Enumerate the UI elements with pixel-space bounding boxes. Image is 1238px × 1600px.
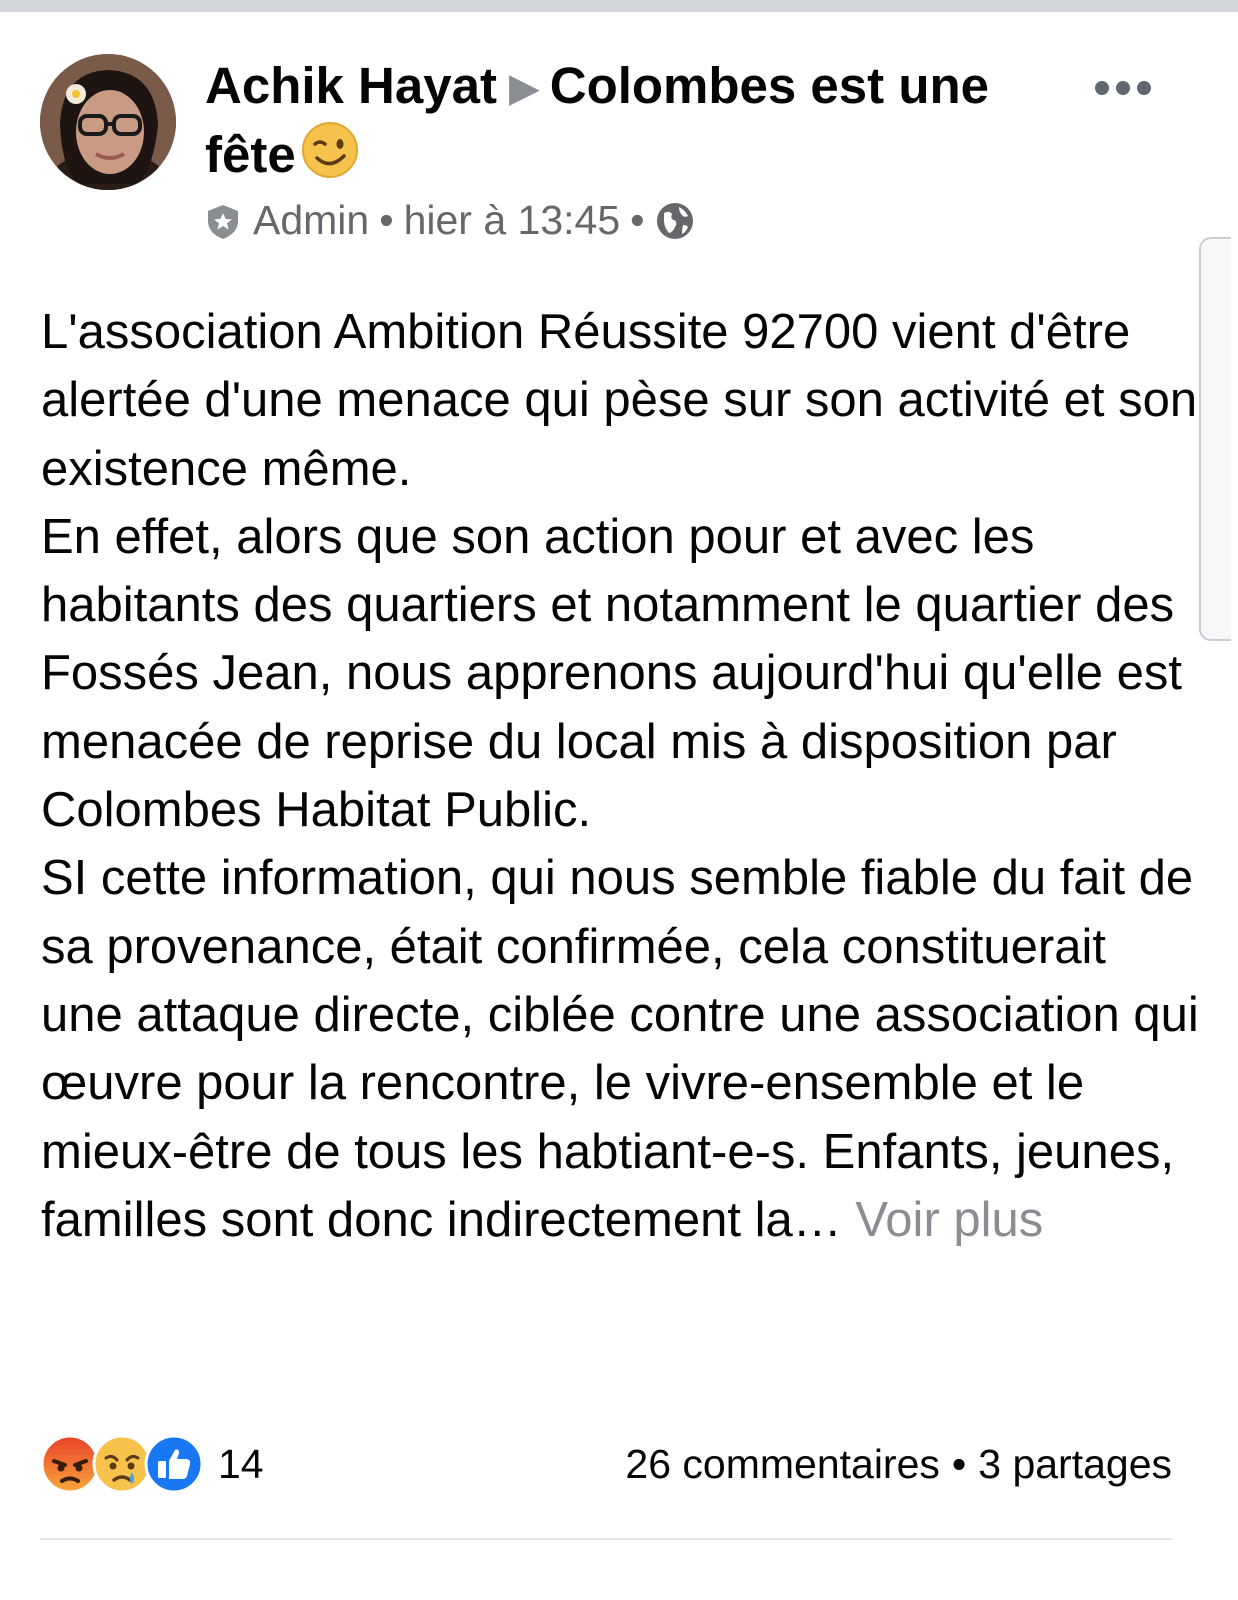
triangle-right-icon: ▶	[508, 66, 540, 110]
angry-reaction-icon	[40, 1434, 100, 1494]
more-options-icon[interactable]	[1093, 76, 1153, 100]
footer-separator: •	[951, 1441, 967, 1487]
sad-reaction-icon	[92, 1434, 152, 1494]
meta-separator-2: •	[630, 197, 645, 243]
truncation-ellipsis: …	[792, 1192, 842, 1247]
reaction-count[interactable]: 14	[218, 1441, 264, 1487]
shares-count-link[interactable]: 3 partages	[978, 1441, 1172, 1487]
globe-icon	[655, 197, 695, 243]
post-card	[0, 12, 1238, 1600]
author-name-link[interactable]: Achik Hayat	[205, 57, 497, 114]
footer-stats	[625, 1436, 1172, 1492]
post-meta	[205, 192, 695, 248]
comments-count-link[interactable]: 26 commentaires	[625, 1441, 940, 1487]
post-title	[205, 54, 1045, 186]
avatar-image	[40, 54, 176, 190]
see-more-link[interactable]: Voir plus	[855, 1192, 1044, 1247]
group-name-link[interactable]: Colombes est une fête	[205, 57, 989, 183]
post-body-text: L'association Ambition Réussite 92700 vient d'être alertée d'une menace qui pèse sur son activité et son existence même. En effet, alors que son action pour et avec les habitants des quartiers et notamment le quartier des Fossés Jean, nous apprenons aujourd'hui qu'elle est menacée de reprise du local mis à disposition par Colombes Habitat Public. SI cette information, qui nous semble fiable du fait de sa provenance, était confirmée, cela constituerait une attaque directe, ciblée contre une association qui œuvre pour la rencontre, le vivre-ensemble et le mieux-être de tous les habtiant-e-s. Enfants, jeunes, familles sont donc indirectement la	[41, 305, 1199, 1247]
author-avatar[interactable]	[40, 54, 176, 190]
top-strip	[0, 0, 1238, 12]
post-body	[41, 298, 1201, 1254]
post-timestamp[interactable]: hier à 13:45	[403, 197, 621, 243]
role-label: Admin	[253, 197, 370, 243]
winking-face-emoji	[300, 120, 360, 180]
footer-divider	[40, 1538, 1172, 1540]
scroll-indicator[interactable]	[1199, 237, 1231, 641]
like-reaction-icon	[144, 1434, 204, 1494]
admin-shield-icon	[205, 197, 241, 243]
meta-separator: •	[379, 197, 394, 243]
